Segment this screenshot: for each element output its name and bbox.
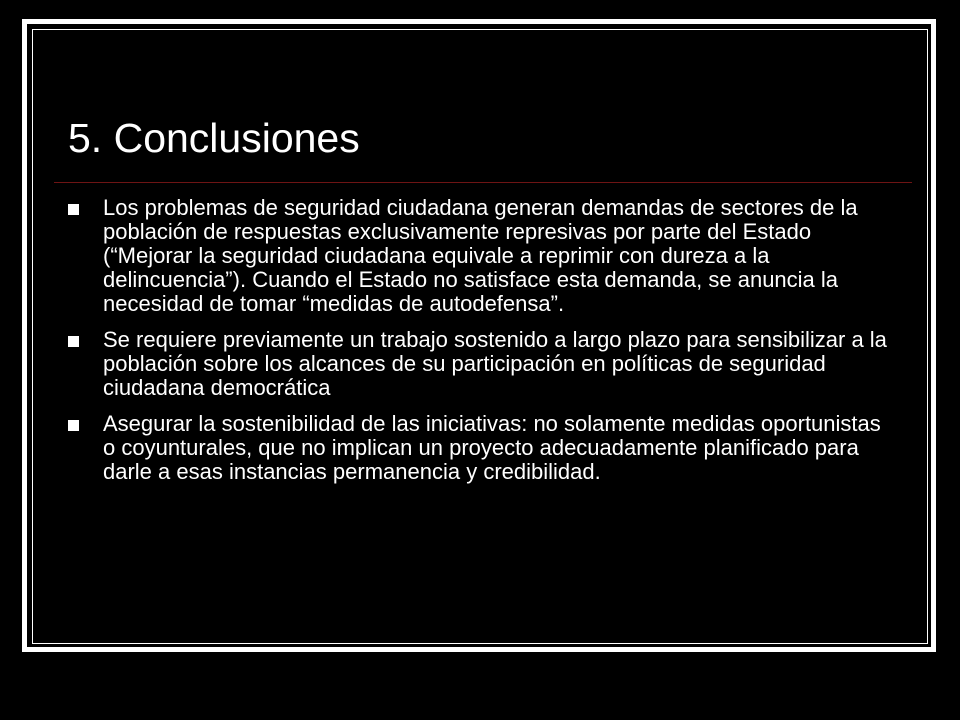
bullet-item bbox=[68, 412, 888, 484]
square-bullet-icon bbox=[68, 336, 79, 347]
bullet-text: Los problemas de seguridad ciudadana generan demandas de sectores de la población de respuestas exclusivamente represivas por parte del Estado (“Mejorar la seguridad ciudadana equivale a reprimir con dureza a la delincuencia”). Cuando el Estado no satisface esta demanda, se anuncia la necesidad de tomar “medidas de autodefensa”. bbox=[103, 195, 858, 316]
bullet-text: Se requiere previamente un trabajo sostenido a largo plazo para sensibilizar a la población sobre los alcances de su participación en políticas de seguridad ciudadana democrática bbox=[103, 327, 887, 400]
square-bullet-icon bbox=[68, 420, 79, 431]
slide-title: 5. Conclusiones bbox=[68, 115, 360, 161]
bullet-item bbox=[68, 196, 888, 316]
bullet-item bbox=[68, 328, 888, 400]
bullet-text: Asegurar la sostenibilidad de las iniciativas: no solamente medidas oportunistas o coyunturales, que no implican un proyecto adecuadamente planificado para darle a esas instancias permanencia y credibilidad. bbox=[103, 411, 881, 484]
title-divider bbox=[54, 182, 912, 183]
bullet-list bbox=[68, 196, 888, 496]
square-bullet-icon bbox=[68, 204, 79, 215]
